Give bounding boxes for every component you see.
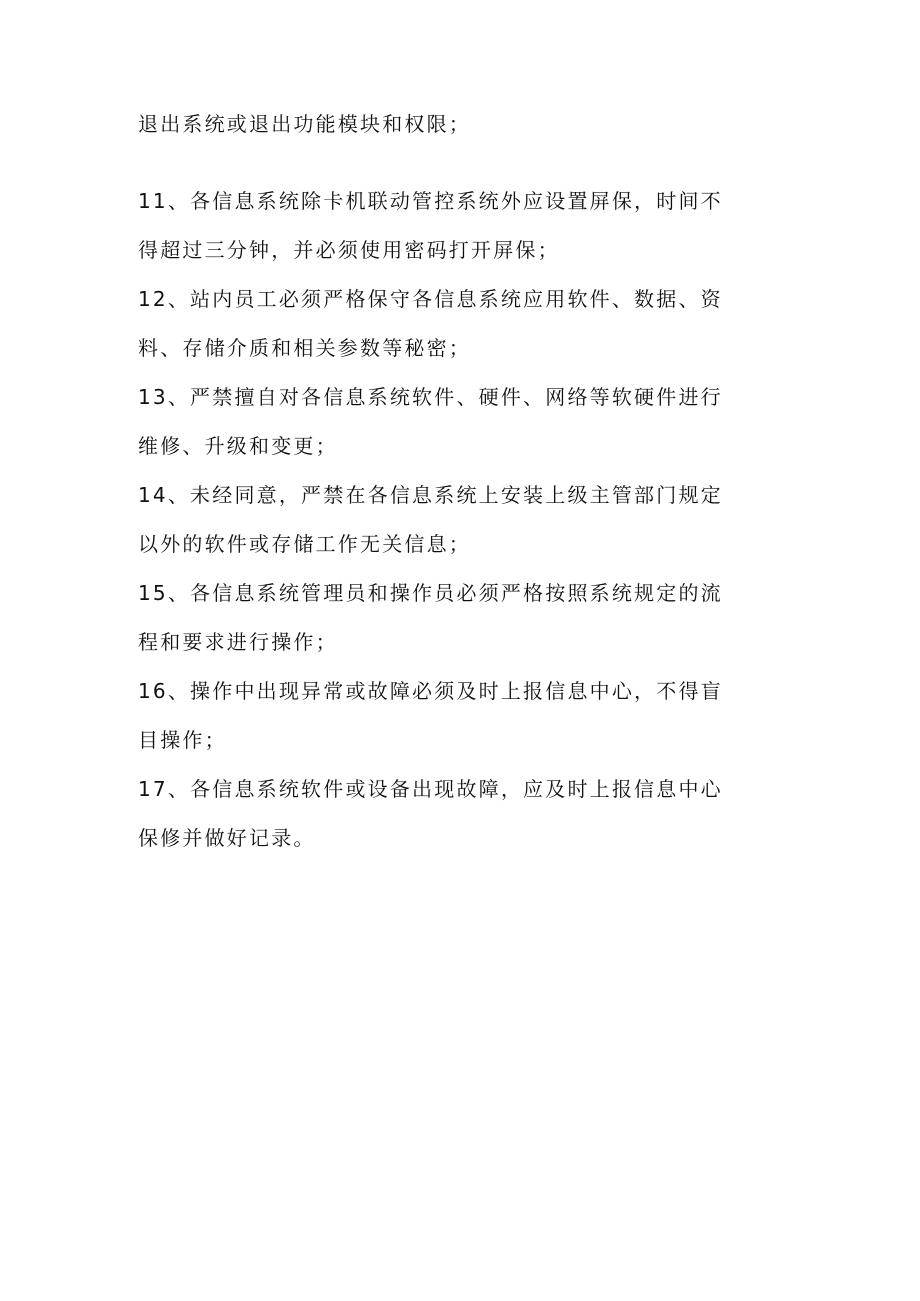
text-line: 维修、升级和变更；	[138, 434, 338, 458]
text-line: 料、存储介质和相关参数等秘密；	[138, 336, 471, 360]
text-line: 17、各信息系统软件或设备出现故障，应及时上报信息中心	[138, 777, 723, 801]
text-line: 13、严禁擅自对各信息系统软件、硬件、网络等软硬件进行	[138, 385, 723, 409]
text-line: 12、站内员工必须严格保守各信息系统应用软件、数据、资	[138, 287, 723, 311]
text-line: 11、各信息系统除卡机联动管控系统外应设置屏保，时间不	[138, 189, 723, 213]
paragraph-gap	[138, 149, 788, 177]
text-line: 保修并做好记录。	[138, 826, 316, 850]
text-line: 以外的软件或存储工作无关信息；	[138, 532, 471, 556]
text-line: 目操作；	[138, 728, 227, 752]
text-line: 退出系统或退出功能模块和权限；	[138, 112, 471, 136]
text-line: 16、操作中出现异常或故障必须及时上报信息中心，不得盲	[138, 679, 723, 703]
text-line: 14、未经同意，严禁在各信息系统上安装上级主管部门规定	[138, 483, 723, 507]
text-line: 得超过三分钟，并必须使用密码打开屏保；	[138, 238, 560, 262]
text-line: 15、各信息系统管理员和操作员必须严格按照系统规定的流	[138, 581, 723, 605]
text-line: 程和要求进行操作；	[138, 630, 338, 654]
document-body	[138, 100, 788, 863]
